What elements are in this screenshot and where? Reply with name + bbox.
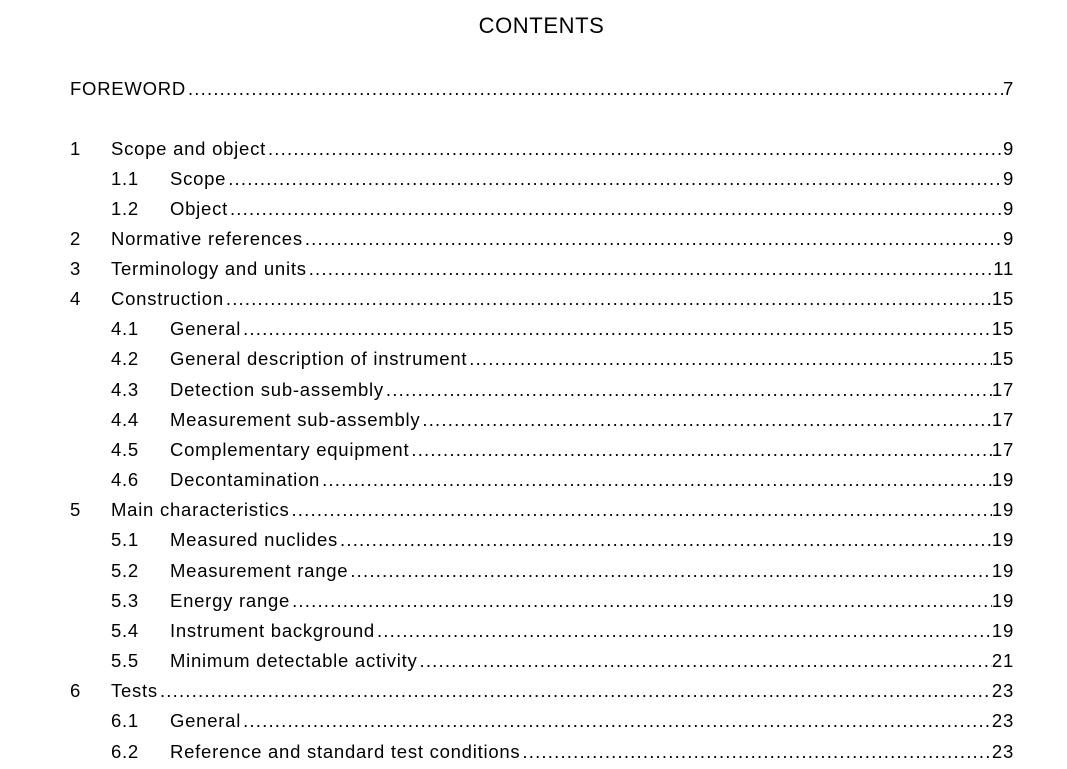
toc-dot-leader — [228, 198, 1003, 220]
toc-entry[interactable] — [70, 588, 1014, 612]
toc-entry-label: General — [170, 318, 242, 339]
toc-entry-page: 23 — [991, 710, 1014, 731]
toc-entry-number: 1.2 — [111, 198, 139, 219]
toc-dot-leader — [338, 529, 992, 551]
toc-entry-label: Construction — [111, 288, 224, 309]
toc-entry-number: 4.6 — [111, 469, 139, 490]
toc-dot-leader — [307, 258, 994, 280]
toc-entry-number: 5.4 — [111, 620, 139, 641]
toc-entry[interactable] — [70, 527, 1014, 551]
toc-entry-number: 2 — [70, 228, 82, 249]
toc-entry-number: 5.3 — [111, 590, 139, 611]
toc-entry-number: 1 — [70, 138, 82, 159]
toc-entry[interactable] — [70, 618, 1014, 642]
toc-entry-page: 7 — [1002, 78, 1014, 99]
toc-entry-page: 9 — [1002, 198, 1014, 219]
toc-dot-leader — [289, 499, 991, 521]
toc-entry-number: 6.2 — [111, 741, 139, 762]
toc-dot-leader — [158, 680, 992, 702]
toc-entry-number: 4.5 — [111, 439, 139, 460]
toc-dot-leader — [348, 560, 992, 582]
toc-dot-leader — [417, 650, 991, 672]
toc-entry-page: 19 — [991, 499, 1014, 520]
toc-entry-label: Tests — [111, 680, 158, 701]
toc-entry[interactable] — [70, 346, 1014, 370]
toc-entry[interactable] — [70, 648, 1014, 672]
toc-entry-label: General description of instrument — [170, 348, 468, 369]
toc-entry[interactable] — [70, 166, 1014, 190]
toc-dot-leader — [241, 318, 992, 340]
toc-entry[interactable] — [70, 497, 1014, 521]
toc-entry-label: Object — [170, 198, 228, 219]
toc-entry-page: 17 — [991, 409, 1014, 430]
toc-dot-leader — [420, 409, 992, 431]
toc-entry-label: Measurement range — [170, 560, 349, 581]
toc-entry-number: 3 — [70, 258, 82, 279]
toc-entry-label: Measurement sub-assembly — [170, 409, 421, 430]
toc-dot-leader — [384, 379, 992, 401]
toc-entry-label: Detection sub-assembly — [170, 379, 384, 400]
toc-entry-page: 11 — [993, 258, 1014, 279]
toc-dot-leader — [320, 469, 992, 491]
toc-entry-label: General — [170, 710, 242, 731]
toc-entry-number: 4.2 — [111, 348, 139, 369]
toc-dot-leader — [303, 228, 1003, 250]
toc-entry-label: Scope and object — [111, 138, 266, 159]
toc-entry-label: Energy range — [170, 590, 291, 611]
toc-entry-number: 4.4 — [111, 409, 139, 430]
toc-entry[interactable] — [70, 377, 1014, 401]
toc-entry-number: 5.2 — [111, 560, 139, 581]
toc-entry-label: Main characteristics — [111, 499, 290, 520]
toc-entry[interactable] — [70, 256, 1014, 280]
toc-entry-number: 4.3 — [111, 379, 139, 400]
toc-entry[interactable] — [70, 407, 1014, 431]
toc-entry-label: Decontamination — [170, 469, 321, 490]
toc-entry[interactable] — [70, 739, 1014, 763]
toc-entry[interactable] — [70, 76, 1014, 100]
toc-entry-page: 19 — [991, 560, 1014, 581]
toc-dot-leader — [224, 288, 992, 310]
toc-entry[interactable] — [70, 437, 1014, 461]
toc-entry-label: Reference and standard test conditions — [170, 741, 521, 762]
toc-entry-label: Complementary equipment — [170, 439, 410, 460]
toc-entry[interactable] — [70, 286, 1014, 310]
toc-entry[interactable] — [70, 196, 1014, 220]
toc-entry[interactable] — [70, 678, 1014, 702]
toc-entry-number: 4 — [70, 288, 82, 309]
toc-entry[interactable] — [70, 136, 1014, 160]
toc-entry-number: 5.1 — [111, 529, 139, 550]
toc-dot-leader — [467, 348, 992, 370]
toc-entry-label: Normative references — [111, 228, 303, 249]
toc-dot-leader — [520, 741, 992, 763]
toc-dot-leader — [375, 620, 992, 642]
toc-entry-page: 19 — [991, 620, 1014, 641]
toc-entry-page: 19 — [991, 469, 1014, 490]
toc-entry-label: Measured nuclides — [170, 529, 339, 550]
toc-entry-page: 9 — [1002, 168, 1014, 189]
toc-entry[interactable] — [70, 316, 1014, 340]
toc-entry-page: 9 — [1002, 228, 1014, 249]
toc-dot-leader — [226, 168, 1003, 190]
toc-entry-number: 4.1 — [111, 318, 139, 339]
toc-entry-label: Scope — [170, 168, 227, 189]
toc-entry-page: 15 — [991, 318, 1014, 339]
toc-entry-number: 1.1 — [111, 168, 139, 189]
toc-entry-page: 19 — [991, 529, 1014, 550]
toc-entry-number: 5 — [70, 499, 82, 520]
toc-entry-label: Terminology and units — [111, 258, 307, 279]
toc-entry[interactable] — [70, 708, 1014, 732]
toc-entry-label: Minimum detectable activity — [170, 650, 418, 671]
toc-entry-page: 15 — [991, 348, 1014, 369]
toc-entry-page: 19 — [991, 590, 1014, 611]
toc-entry-number: 6 — [70, 680, 82, 701]
toc-entry-page: 23 — [991, 741, 1014, 762]
toc-dot-leader — [186, 78, 1003, 100]
toc-entry[interactable] — [70, 467, 1014, 491]
toc-dot-leader — [290, 590, 992, 612]
toc-entry-number: 6.1 — [111, 710, 139, 731]
toc-entry-page: 9 — [1002, 138, 1014, 159]
toc-entry[interactable] — [70, 558, 1014, 582]
toc-entry-page: 17 — [991, 439, 1014, 460]
toc-entry-number: 5.5 — [111, 650, 139, 671]
toc-entry[interactable] — [70, 226, 1014, 250]
toc-dot-leader — [266, 138, 1003, 160]
toc-entry-page: 23 — [991, 680, 1014, 701]
toc-entry-page: 21 — [991, 650, 1014, 671]
page-title: CONTENTS — [478, 13, 605, 38]
toc-dot-leader — [409, 439, 992, 461]
toc-entry-page: 15 — [991, 288, 1014, 309]
toc-entry-label: FOREWORD — [70, 78, 186, 99]
toc-entry-label: Instrument background — [170, 620, 375, 641]
toc-dot-leader — [241, 710, 992, 732]
toc-entry-page: 17 — [991, 379, 1014, 400]
